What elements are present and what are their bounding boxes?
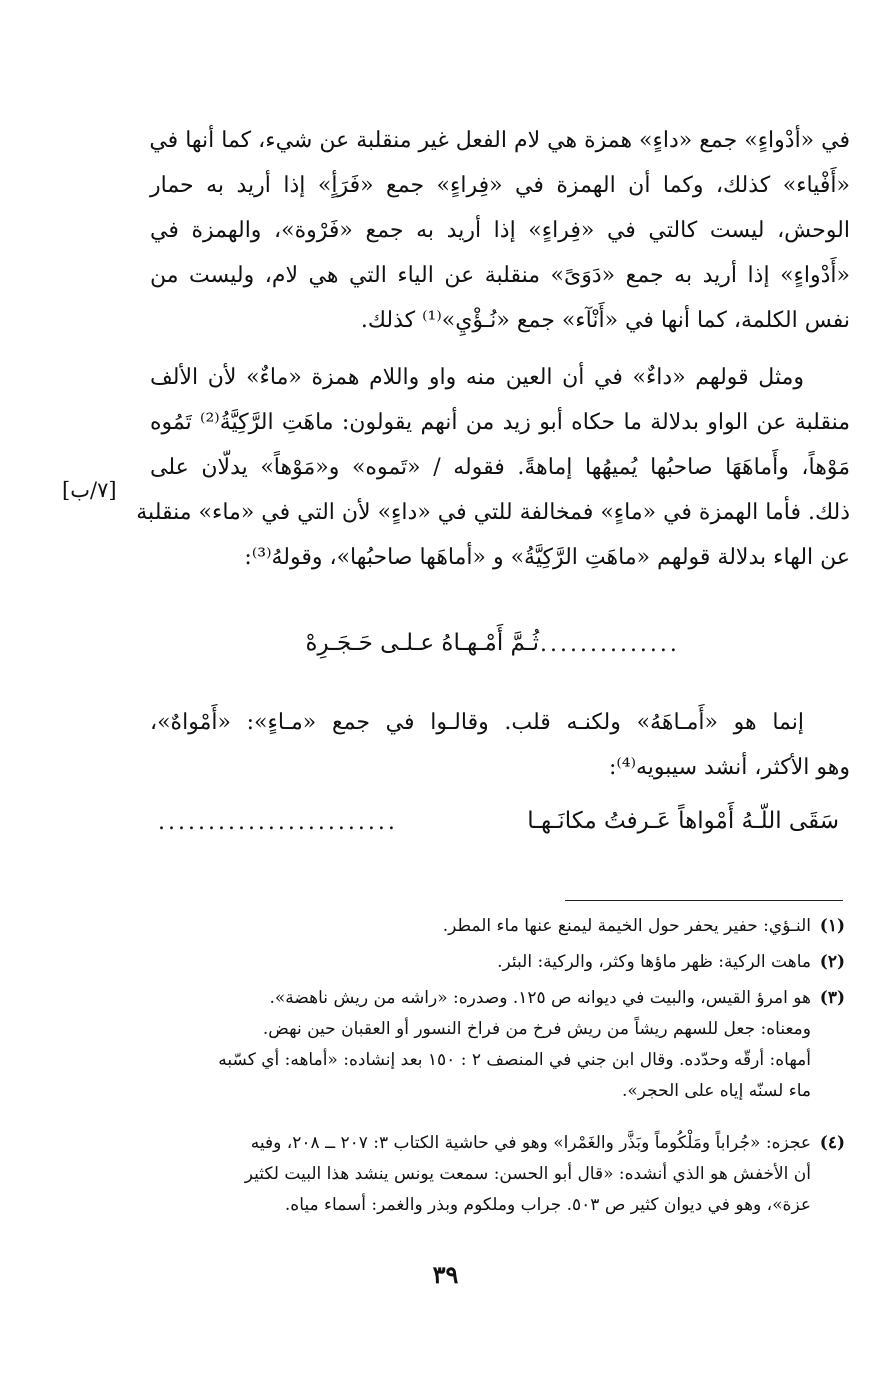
- folio-margin-note: [٧/ب]: [62, 478, 117, 502]
- verse-ellipsis-2: ........................: [158, 810, 398, 835]
- verse-ellipsis-1: ..............: [540, 632, 680, 657]
- text-line: «أَفْياء» كذلك، وكما أن الهمزة في «فِراءٍ» جمع «فَرَأٍ» إذا أريد به حمار: [150, 173, 850, 198]
- verse-line-1: ثُـمَّ أَمْـهـاهُ عـلـى حَـجَـرِهْ: [305, 630, 539, 656]
- text-line: الوحش، ليست كالتي في «فِراءٍ» إذا أريد به جمع «فَرْوة»، والهمزة في: [150, 218, 850, 243]
- footnote-2: [125, 947, 845, 978]
- text-line: إنما هو «أَمـاهَهُ» ولكنـه قلب. وقالـوا في جمع «مـاءٍ»: «أَمْواهٌ»،: [150, 710, 804, 735]
- footnote-1: [125, 911, 845, 942]
- text-line: ذلك. فأما الهمزة في «ماءٍ» فمخالفة للتي في «داءٍ» لأن التي في «ماء» منقلبة: [136, 500, 850, 525]
- footnote-text: أن الأخفش هو الذي أنشده: «قال أبو الحسن: سمعت يونس ينشد هذا البيت لكثير: [244, 1164, 811, 1184]
- text-line: «أَدْواءٍ» إذا أريد به جمع «دَوَىً» منقلبة عن الياء التي هي لام، وليست من: [150, 263, 850, 288]
- footnote-text: ومعناه: جعل للسهم ريشاً من ريش فرخ من فراخ النسور أو العقبان حين نهض.: [262, 1019, 811, 1039]
- footnote-text: عزة»، وهو في ديوان كثير ص ٥٠٣. جراب وملكوم وبذر والغمر: أسماء مياه.: [284, 1195, 811, 1215]
- text-line: وهو الأكثر، أنشد سيبويه⁽⁴⁾:: [608, 755, 850, 780]
- footnote-separator: [565, 900, 843, 901]
- footnote-number: (٤): [819, 1133, 845, 1153]
- footnote-4: [125, 1128, 845, 1221]
- text-line: نفس الكلمة، كما أنها في «أَنْآء» جمع «نُـؤْيِ»⁽¹⁾ كذلك.: [360, 308, 850, 333]
- verse-line-2: سَقَى اللّـهُ أَمْواهاً عَـرفتُ مكانَـهـا: [527, 808, 839, 834]
- page-number: ٣٩: [432, 1260, 459, 1289]
- footnote-text: عجزه: «جُراباً ومَلْكُوماً وبَذَّر والغَمْرا» وهو في حاشية الكتاب ٣: ٢٠٧ ــ ٢٠٨، وفيه: [250, 1133, 811, 1153]
- text-line: منقلبة عن الواو بدلالة ما حكاه أبو زيد من أنهم يقولون: ماهَتِ الرَّكِيَّةُ⁽²⁾ تَمُوه: [150, 410, 850, 435]
- text-line: عن الهاء بدلالة قولهم «ماهَتِ الرَّكِيَّةُ» و «أماهَها صاحبُها»، وقولهُ⁽³⁾:: [244, 545, 850, 570]
- paragraph-2: [136, 355, 850, 580]
- paragraph-1: [150, 118, 850, 343]
- text-line: ومثل قولهم «داءٌ» في أن العين منه واو واللام همزة «ماءٌ» لأن الألف: [150, 365, 804, 390]
- footnote-text: هو امرؤ القيس، والبيت في ديوانه ص ١٢٥. وصدره: «راشه من ريش ناهضة».: [269, 988, 811, 1008]
- footnote-text: ماء لسنّه إياه على الحجر».: [621, 1081, 811, 1101]
- text-line: مَوْهاً، وأَماهَهَا صاحبُها يُميهُها إماهةً. فقوله / «تَموه» و«مَوْهاً» يدلّان على: [150, 455, 850, 480]
- footnote-3: [125, 983, 845, 1107]
- footnote-number: (١): [819, 916, 845, 936]
- footnote-text: ماهت الركية: ظهر ماؤها وكثر، والركية: البئر.: [497, 952, 811, 972]
- text-line: في «أدْواءٍ» جمع «داءٍ» همزة هي لام الفعل غير منقلبة عن شيء، كما أنها في: [149, 128, 850, 153]
- paragraph-3: [150, 700, 850, 790]
- footnote-number: (٢): [819, 952, 845, 972]
- footnote-number: (٣): [819, 988, 845, 1008]
- footnote-text: النـؤي: حفير يحفر حول الخيمة ليمنع عنها ماء المطر.: [442, 916, 811, 936]
- footnote-text: أمهاه: أرقّه وحدّده. وقال ابن جني في المنصف ٢ : ١٥٠ بعد إنشاده: «أماهه: أي كسّبه: [218, 1050, 811, 1070]
